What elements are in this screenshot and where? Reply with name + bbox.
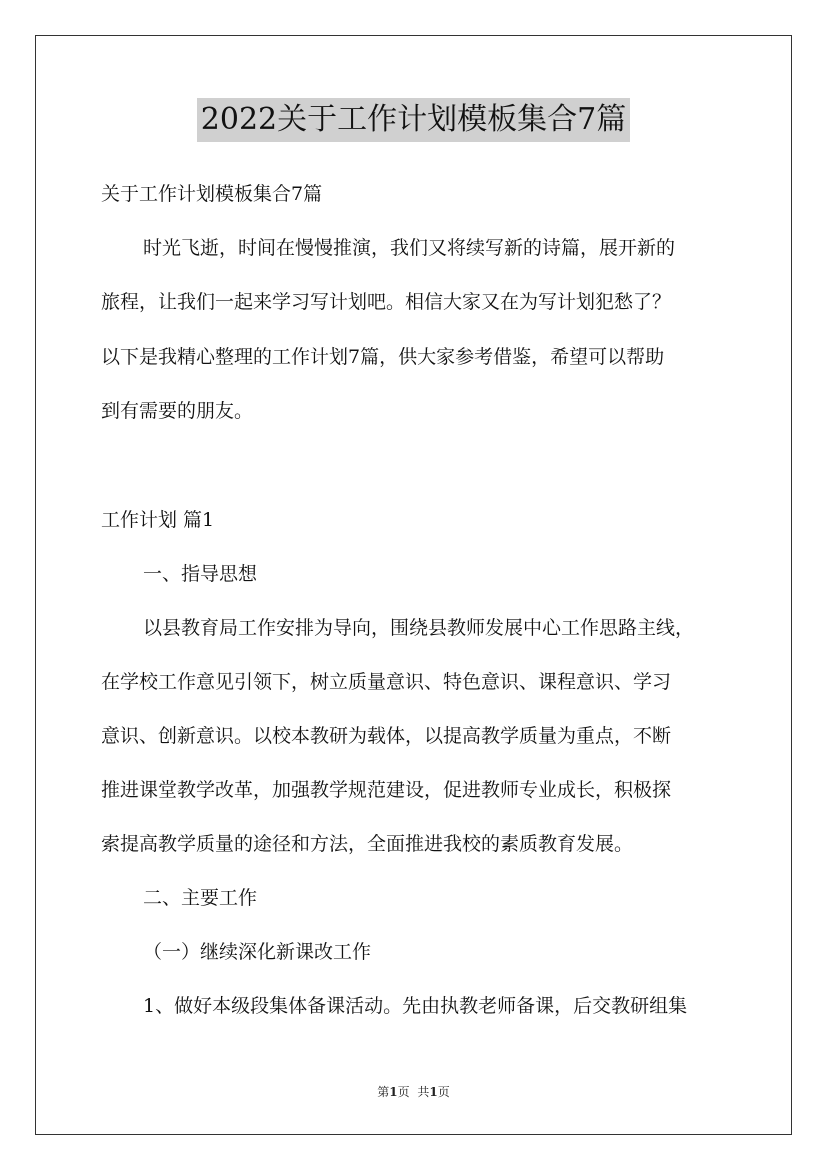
body-line: 以县教育局工作安排为导向，围绕县教师发展中心工作思路主线， [143, 617, 695, 639]
footer-total-pages: 1 [429, 1085, 438, 1099]
document-subtitle: 关于工作计划模板集合7篇 [101, 183, 323, 205]
title-container [0, 98, 827, 142]
body-line: 意识、创新意识。以校本教研为载体，以提高教学质量为重点，不断 [101, 725, 672, 747]
document-title: 2022关于工作计划模板集合7篇 [197, 98, 630, 142]
body-line: 在学校工作意见引领下，树立质量意识、特色意识、课程意识、学习 [101, 671, 672, 693]
heading-guiding-ideology: 一、指导思想 [143, 563, 258, 585]
body-line: 索提高教学质量的途径和方法，全面推进我校的素质教育发展。 [101, 833, 634, 855]
page-footer [0, 1084, 827, 1100]
footer-page-prefix: 第 [377, 1085, 390, 1099]
intro-line: 时光飞逝，时间在慢慢推演，我们又将续写新的诗篇，展开新的 [143, 237, 676, 259]
list-item: 1、做好本级段集体备课活动。先由执教老师备课，后交教研组集 [143, 995, 688, 1017]
body-line: 推进课堂教学改革，加强教学规范建设，促进教师专业成长，积极探 [101, 779, 672, 801]
heading-curriculum-reform: （一）继续深化新课改工作 [143, 941, 372, 963]
footer-total-suffix: 页 [437, 1085, 450, 1099]
footer-total-prefix: 共 [417, 1085, 430, 1099]
intro-line: 旅程，让我们一起来学习写计划吧。相信大家又在为写计划犯愁了？ [101, 291, 672, 313]
intro-line: 以下是我精心整理的工作计划7篇，供大家参考借鉴，希望可以帮助 [101, 346, 665, 368]
intro-line: 到有需要的朋友。 [101, 400, 254, 422]
footer-page-number: 1 [389, 1085, 398, 1099]
heading-main-work: 二、主要工作 [143, 887, 258, 909]
footer-page-suffix: 页 [397, 1085, 410, 1099]
section-heading: 工作计划 篇1 [101, 509, 215, 531]
